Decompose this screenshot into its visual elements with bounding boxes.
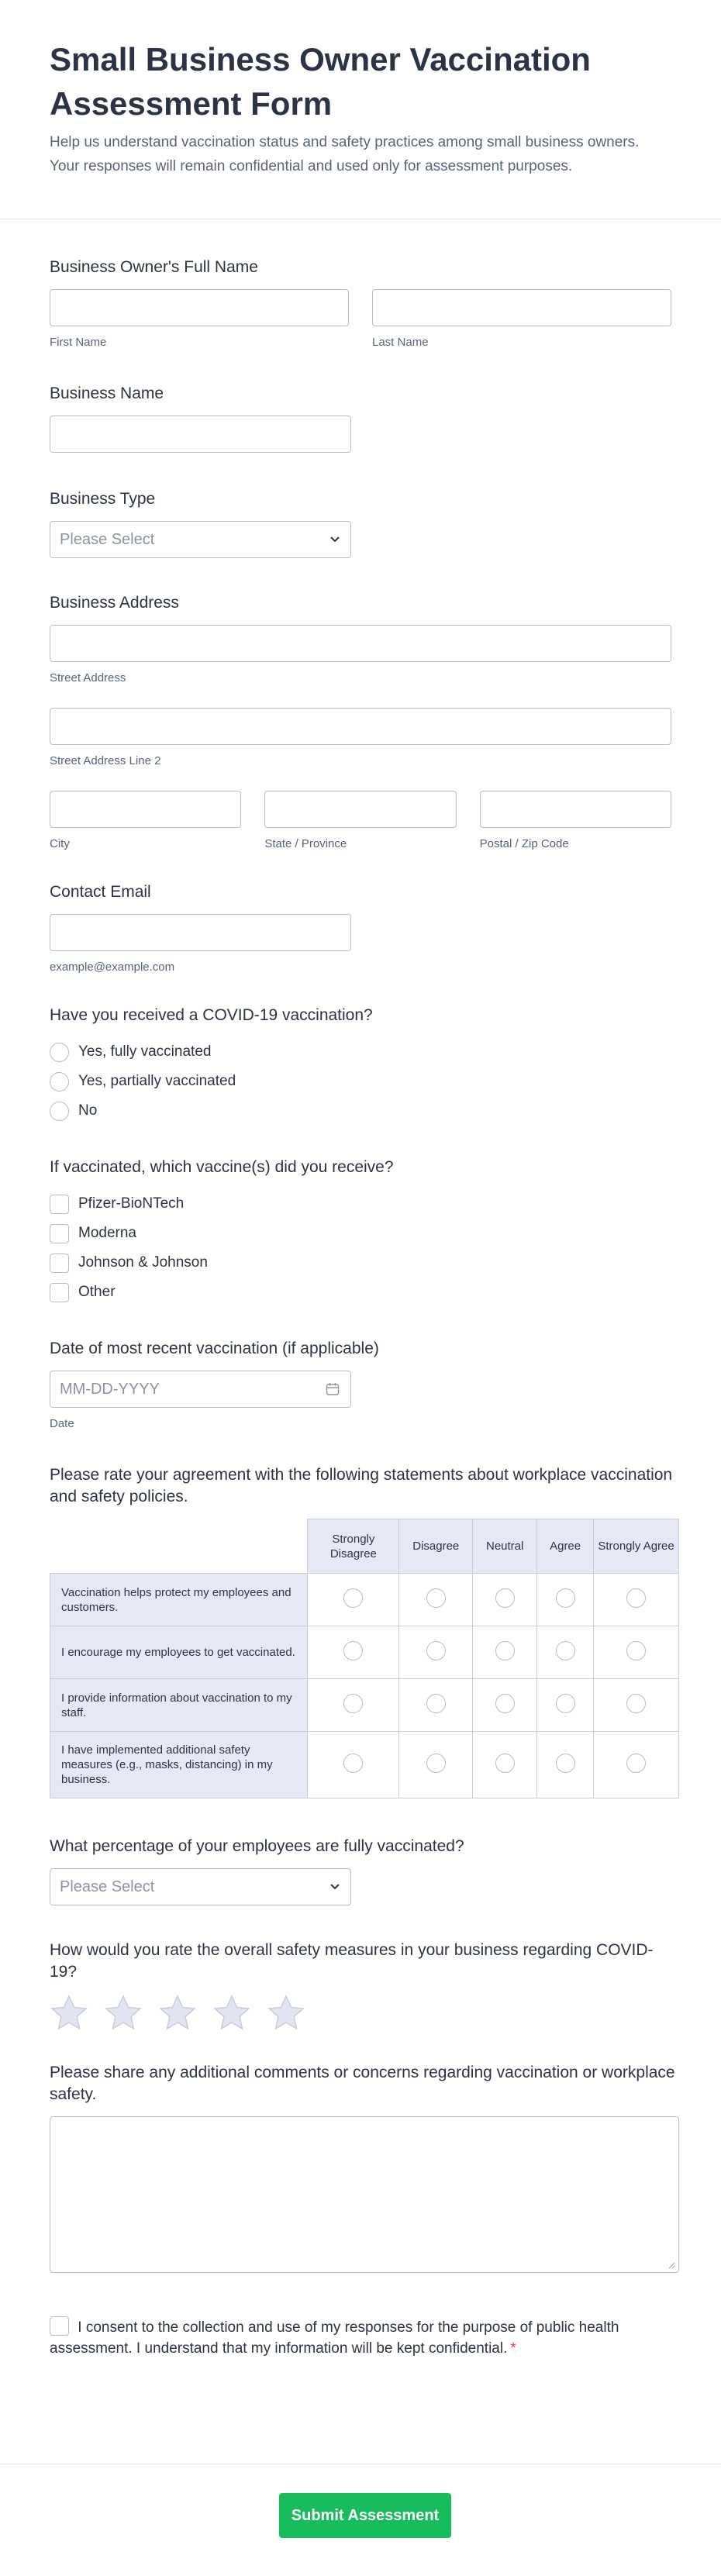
matrix-column-header: Strongly Disagree	[308, 1519, 399, 1574]
percentage-placeholder: Please Select	[60, 1878, 155, 1895]
matrix-row	[50, 1732, 679, 1798]
checkbox[interactable]	[50, 1224, 69, 1243]
matrix-radio[interactable]	[426, 1641, 446, 1660]
address-label: Business Address	[50, 594, 179, 612]
matrix-radio[interactable]	[426, 1754, 446, 1773]
matrix-radio[interactable]	[495, 1754, 515, 1773]
matrix-radio[interactable]	[343, 1754, 363, 1773]
street-address-line2-input[interactable]	[50, 708, 671, 745]
comments-textarea[interactable]	[50, 2116, 679, 2273]
form-footer	[0, 2464, 721, 2576]
radio-button[interactable]	[50, 1043, 69, 1062]
street-address-line2-sublabel: Street Address Line 2	[50, 754, 161, 767]
vaccinated-option[interactable]	[50, 1067, 671, 1096]
vaccinated-option[interactable]	[50, 1037, 671, 1067]
matrix-radio[interactable]	[343, 1641, 363, 1660]
street-address-sublabel: Street Address	[50, 671, 126, 685]
address-field	[50, 592, 671, 850]
business-type-label: Business Type	[50, 490, 156, 508]
radio-button[interactable]	[50, 1102, 69, 1121]
percentage-field	[50, 1836, 671, 1905]
matrix-radio[interactable]	[343, 1588, 363, 1608]
matrix-row	[50, 1626, 679, 1679]
vaccines-field	[50, 1157, 671, 1307]
business-name-field	[50, 383, 671, 453]
calendar-icon[interactable]	[326, 1382, 340, 1396]
submit-button[interactable]: Submit Assessment	[279, 2493, 451, 2538]
vaccine-option[interactable]	[50, 1189, 671, 1219]
agreement-matrix	[50, 1519, 679, 1798]
matrix-label: Please rate your agreement with the following statements about workplace vaccination and safety policies.	[50, 1466, 673, 1505]
rating-label: How would you rate the overall safety measures in your business regarding COVID-19?	[50, 1941, 654, 1981]
first-name-sublabel: First Name	[50, 336, 107, 349]
percentage-select[interactable]	[50, 1868, 351, 1905]
matrix-radio[interactable]	[626, 1641, 646, 1660]
vax-date-input[interactable]	[50, 1371, 351, 1408]
option-label: Other	[78, 1284, 116, 1300]
last-name-sublabel: Last Name	[372, 336, 429, 349]
matrix-radio[interactable]	[426, 1694, 446, 1713]
vaccinated-option[interactable]	[50, 1096, 671, 1126]
matrix-column-header: Agree	[537, 1519, 594, 1574]
owner-name-label: Business Owner's Full Name	[50, 258, 258, 276]
star-icon[interactable]	[212, 1994, 251, 2031]
matrix-radio[interactable]	[556, 1588, 575, 1608]
star-icon[interactable]	[104, 1994, 143, 2031]
checkbox[interactable]	[50, 1283, 69, 1302]
matrix-column-header: Strongly Agree	[594, 1519, 679, 1574]
matrix-radio[interactable]	[426, 1588, 446, 1608]
percentage-label: What percentage of your employees are fully vaccinated?	[50, 1837, 464, 1855]
email-field	[50, 881, 671, 974]
matrix-row-label: Vaccination helps protect my employees and customers.	[50, 1574, 308, 1626]
matrix-radio[interactable]	[343, 1694, 363, 1713]
option-label: Pfizer-BioNTech	[78, 1195, 185, 1212]
state-sublabel: State / Province	[264, 837, 347, 850]
matrix-row-label: I provide information about vaccination to my staff.	[50, 1679, 308, 1732]
resize-grip-icon[interactable]	[668, 2261, 675, 2269]
business-name-label: Business Name	[50, 385, 164, 402]
email-input[interactable]	[50, 914, 351, 951]
checkbox[interactable]	[50, 1195, 69, 1214]
matrix-radio[interactable]	[495, 1694, 515, 1713]
chevron-down-icon	[329, 533, 341, 545]
matrix-radio[interactable]	[626, 1754, 646, 1773]
matrix-row-label: I have implemented additional safety measures (e.g., masks, distancing) in my business.	[50, 1732, 308, 1798]
matrix-radio[interactable]	[556, 1754, 575, 1773]
matrix-field	[50, 1464, 674, 1798]
zip-sublabel: Postal / Zip Code	[479, 837, 569, 850]
consent-field	[50, 2316, 671, 2359]
required-mark: *	[510, 2340, 516, 2357]
matrix-row-label: I encourage my employees to get vaccinated.	[50, 1626, 308, 1679]
consent-label[interactable]	[50, 2316, 679, 2359]
consent-text: I consent to the collection and use of my responses for the purpose of public health assessment. I understand that my information will be kept confidential.	[50, 2319, 619, 2357]
matrix-row	[50, 1679, 679, 1732]
vax-date-field	[50, 1338, 671, 1430]
form-title: Small Business Owner Vaccination Assessment Form	[50, 41, 591, 122]
option-label: Moderna	[78, 1225, 136, 1241]
vaccinated-field	[50, 1005, 671, 1126]
email-sublabel: example@example.com	[50, 960, 175, 974]
owner-name-field	[50, 257, 671, 349]
matrix-radio[interactable]	[495, 1588, 515, 1608]
form-body	[0, 219, 721, 2359]
vax-date-placeholder: MM-DD-YYYY	[60, 1381, 160, 1398]
vaccine-option[interactable]	[50, 1248, 671, 1278]
matrix-column-header: Neutral	[473, 1519, 537, 1574]
option-label: Yes, partially vaccinated	[78, 1073, 236, 1089]
last-name-input[interactable]	[372, 289, 671, 326]
email-label: Contact Email	[50, 883, 151, 901]
form-subtitle: Help us understand vaccination status and safety practices among small business owners. Your responses will remain confidential and used only for assessment purposes.	[50, 134, 640, 174]
business-type-placeholder: Please Select	[60, 531, 155, 548]
zip-input[interactable]	[480, 791, 671, 828]
first-name-input[interactable]	[50, 289, 349, 326]
matrix-radio[interactable]	[556, 1694, 575, 1713]
radio-button[interactable]	[50, 1072, 69, 1091]
city-input[interactable]	[50, 791, 241, 828]
business-type-select[interactable]	[50, 521, 351, 558]
rating-field	[50, 1940, 671, 2031]
vaccinated-label: Have you received a COVID-19 vaccination?	[50, 1006, 373, 1024]
comments-label: Please share any additional comments or concerns regarding vaccination or workplace safety.	[50, 2064, 675, 2103]
star-icon[interactable]	[158, 1994, 197, 2031]
matrix-row	[50, 1574, 679, 1626]
vaccine-option[interactable]	[50, 1278, 671, 1307]
city-sublabel: City	[50, 837, 70, 850]
option-label: Yes, fully vaccinated	[78, 1043, 212, 1060]
vax-date-sublabel: Date	[50, 1417, 74, 1430]
star-icon[interactable]	[50, 1994, 88, 2031]
matrix-radio[interactable]	[495, 1641, 515, 1660]
matrix-column-header: Disagree	[399, 1519, 473, 1574]
vaccines-label: If vaccinated, which vaccine(s) did you receive?	[50, 1158, 394, 1176]
star-icon[interactable]	[267, 1994, 305, 2031]
business-name-input[interactable]	[50, 416, 351, 453]
checkbox[interactable]	[50, 1254, 69, 1273]
matrix-radio[interactable]	[626, 1588, 646, 1608]
vax-date-label: Date of most recent vaccination (if applicable)	[50, 1340, 379, 1357]
street-address-input[interactable]	[50, 625, 671, 662]
option-label: Johnson & Johnson	[78, 1254, 208, 1271]
matrix-corner	[50, 1519, 308, 1574]
state-input[interactable]	[264, 791, 456, 828]
comments-field	[50, 2062, 675, 2273]
star-rating	[50, 1994, 671, 2031]
form-header	[0, 0, 721, 219]
business-type-field	[50, 488, 671, 558]
vaccine-option[interactable]	[50, 1219, 671, 1248]
consent-checkbox[interactable]	[50, 2316, 69, 2336]
matrix-radio[interactable]	[626, 1694, 646, 1713]
matrix-radio[interactable]	[556, 1641, 575, 1660]
chevron-down-icon	[329, 1880, 341, 1892]
option-label: No	[78, 1102, 98, 1119]
